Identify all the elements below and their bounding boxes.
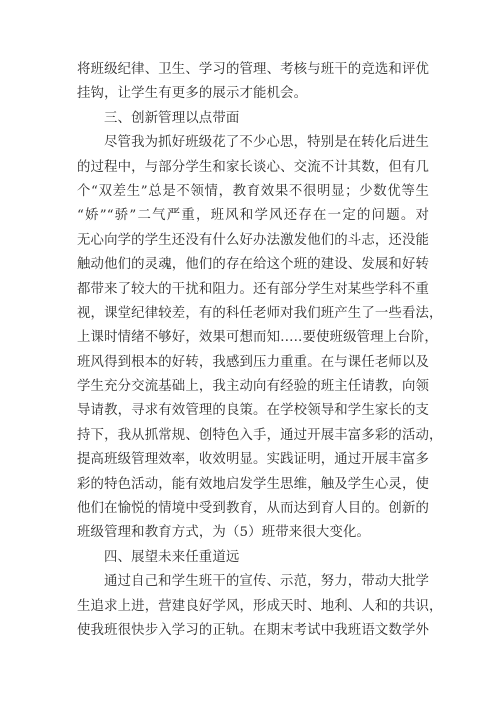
text-line: 提高班级管理效率，收效明显。实践证明，通过开展丰富多 [77, 452, 430, 468]
text-line: 上课时情绪不够好，效果可想而知…..要使班级管理上台阶， [77, 330, 438, 346]
text-line: 的过程中，与部分学生和家长谈心、交流不计其数，但有几 [77, 159, 430, 175]
text-line: 尽管我为抓好班级花了不少心思，特别是在转化后进生 [104, 135, 429, 151]
text-line: 他们在愉悦的情境中受到教育，从而达到育人目的。创新的 [77, 501, 430, 517]
text-line: 视，课堂纪律较差，有的科任老师对我们班产生了一些看法， [77, 305, 443, 321]
section-heading: 三、创新管理以点带面 [104, 110, 240, 126]
text-line: 个“双差生”总是不领情，教育效果不很明显；少数优等生 [77, 183, 429, 199]
text-line: 通过自己和学生班干的宣传、示范，努力，带动大批学 [104, 574, 429, 590]
text-line: 触动他们的灵魂，他们的存在给这个班的建设、发展和好转 [77, 257, 430, 273]
text-line: 使我班很快步入学习的正轨。在期末考试中我班语文数学外 [77, 622, 430, 638]
text-line: 持下，我从抓常规、创特色入手，通过开展丰富多彩的活动， [77, 427, 443, 443]
document-body [77, 58, 443, 643]
text-line: 都带来了较大的干扰和阻力。还有部分学生对某些学科不重 [77, 281, 430, 297]
text-line: 班风得到根本的好转，我感到压力重重。在与课任老师以及 [77, 354, 430, 370]
text-line: 导请教，寻求有效管理的良策。在学校领导和学生家长的支 [77, 403, 430, 419]
text-line: 彩的特色活动，能有效地启发学生思维，触及学生心灵，使 [77, 476, 430, 492]
text-line: 无心向学的学生还没有什么好办法激发他们的斗志，还没能 [77, 232, 430, 248]
text-line: “娇”“骄”二气严重，班风和学风还存在一定的问题。对 [77, 208, 429, 224]
text-line: 班级管理和教育方式，为（5）班带来很大变化。 [77, 525, 371, 541]
text-line: 挂钩，让学生有更多的展示才能机会。 [77, 86, 308, 102]
text-line: 学生充分交流基础上，我主动向有经验的班主任请教，向领 [77, 379, 430, 395]
text-line: 将班级纪律、卫生、学习的管理、考核与班干的竞选和评优 [77, 62, 430, 77]
section-heading: 四、展望未来任重道远 [104, 549, 240, 565]
text-line: 生追求上进，营建良好学风，形成天时、地利、人和的共识， [77, 598, 443, 614]
